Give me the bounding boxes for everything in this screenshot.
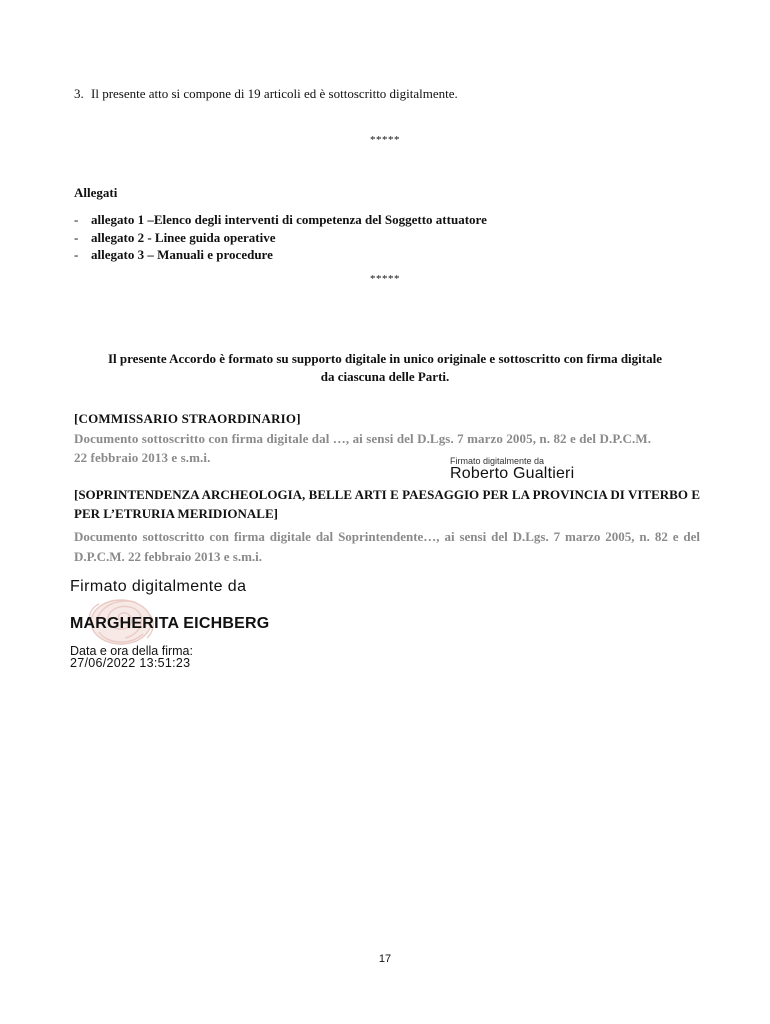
list-bullet: - (74, 212, 79, 227)
signature-date-value: 27/06/2022 13:51:23 (70, 656, 191, 670)
list-item (74, 211, 487, 229)
attachment-label: allegato 2 - Linee guida operative (91, 229, 276, 245)
list-bullet: - (74, 229, 79, 245)
accordo-note-line: da ciascuna delle Parti. (320, 369, 450, 384)
section-separator: ***** (370, 134, 400, 146)
commissario-note-line: Documento sottoscritto con firma digitale dal …, ai sensi del D.Lgs. 7 marzo 2005, n. 82 e del D.P.C.M. (74, 431, 652, 446)
attachments-list (74, 211, 487, 264)
commissario-signature-note (74, 429, 700, 467)
accordo-note (70, 350, 700, 386)
attachment-label: allegato 1 –Elenco degli interventi di competenza del Soggetto attuatore (91, 212, 487, 227)
signature-label: Firmato digitalmente da (70, 578, 247, 595)
soprintendenza-signature-note: Documento sottoscritto con firma digitale dal Soprintendente…, ai sensi del D.Lgs. 7 marzo 2005, n. 82 e del D.P.C.M. 22 febbraio 2013 e s.m.i. (74, 529, 700, 564)
attachment-label: allegato 3 – Manuali e procedure (91, 247, 273, 262)
page-number: 17 (378, 953, 392, 965)
signature-label: Firmato digitalmente da (450, 456, 545, 466)
signer-name: MARGHERITA EICHBERG (70, 615, 270, 632)
closing-clause (74, 86, 458, 102)
allegati-heading: Allegati (74, 185, 118, 200)
section-separator: ***** (370, 273, 400, 285)
list-bullet: - (74, 247, 79, 262)
commissario-heading: [COMMISSARIO STRAORDINARIO] (74, 411, 301, 426)
commissario-note-line: 22 febbraio 2013 e s.m.i. (74, 450, 211, 465)
signature-date-label: Data e ora della firma: (70, 644, 193, 658)
signer-name: Roberto Gualtieri (450, 465, 575, 482)
clause-number: 3. (74, 86, 84, 101)
soprintendenza-heading: [SOPRINTENDENZA ARCHEOLOGIA, BELLE ARTI E PAESAGGIO PER LA PROVINCIA DI VITERBO E PER L’ETRURIA MERIDIONALE] (74, 487, 700, 521)
accordo-note-line: Il presente Accordo è formato su supporto digitale in unico originale e sottoscritto con firma digitale (107, 351, 662, 366)
clause-text: Il presente atto si compone di 19 articoli ed è sottoscritto digitalmente. (91, 86, 458, 101)
list-item (74, 246, 487, 264)
list-item (74, 229, 487, 247)
